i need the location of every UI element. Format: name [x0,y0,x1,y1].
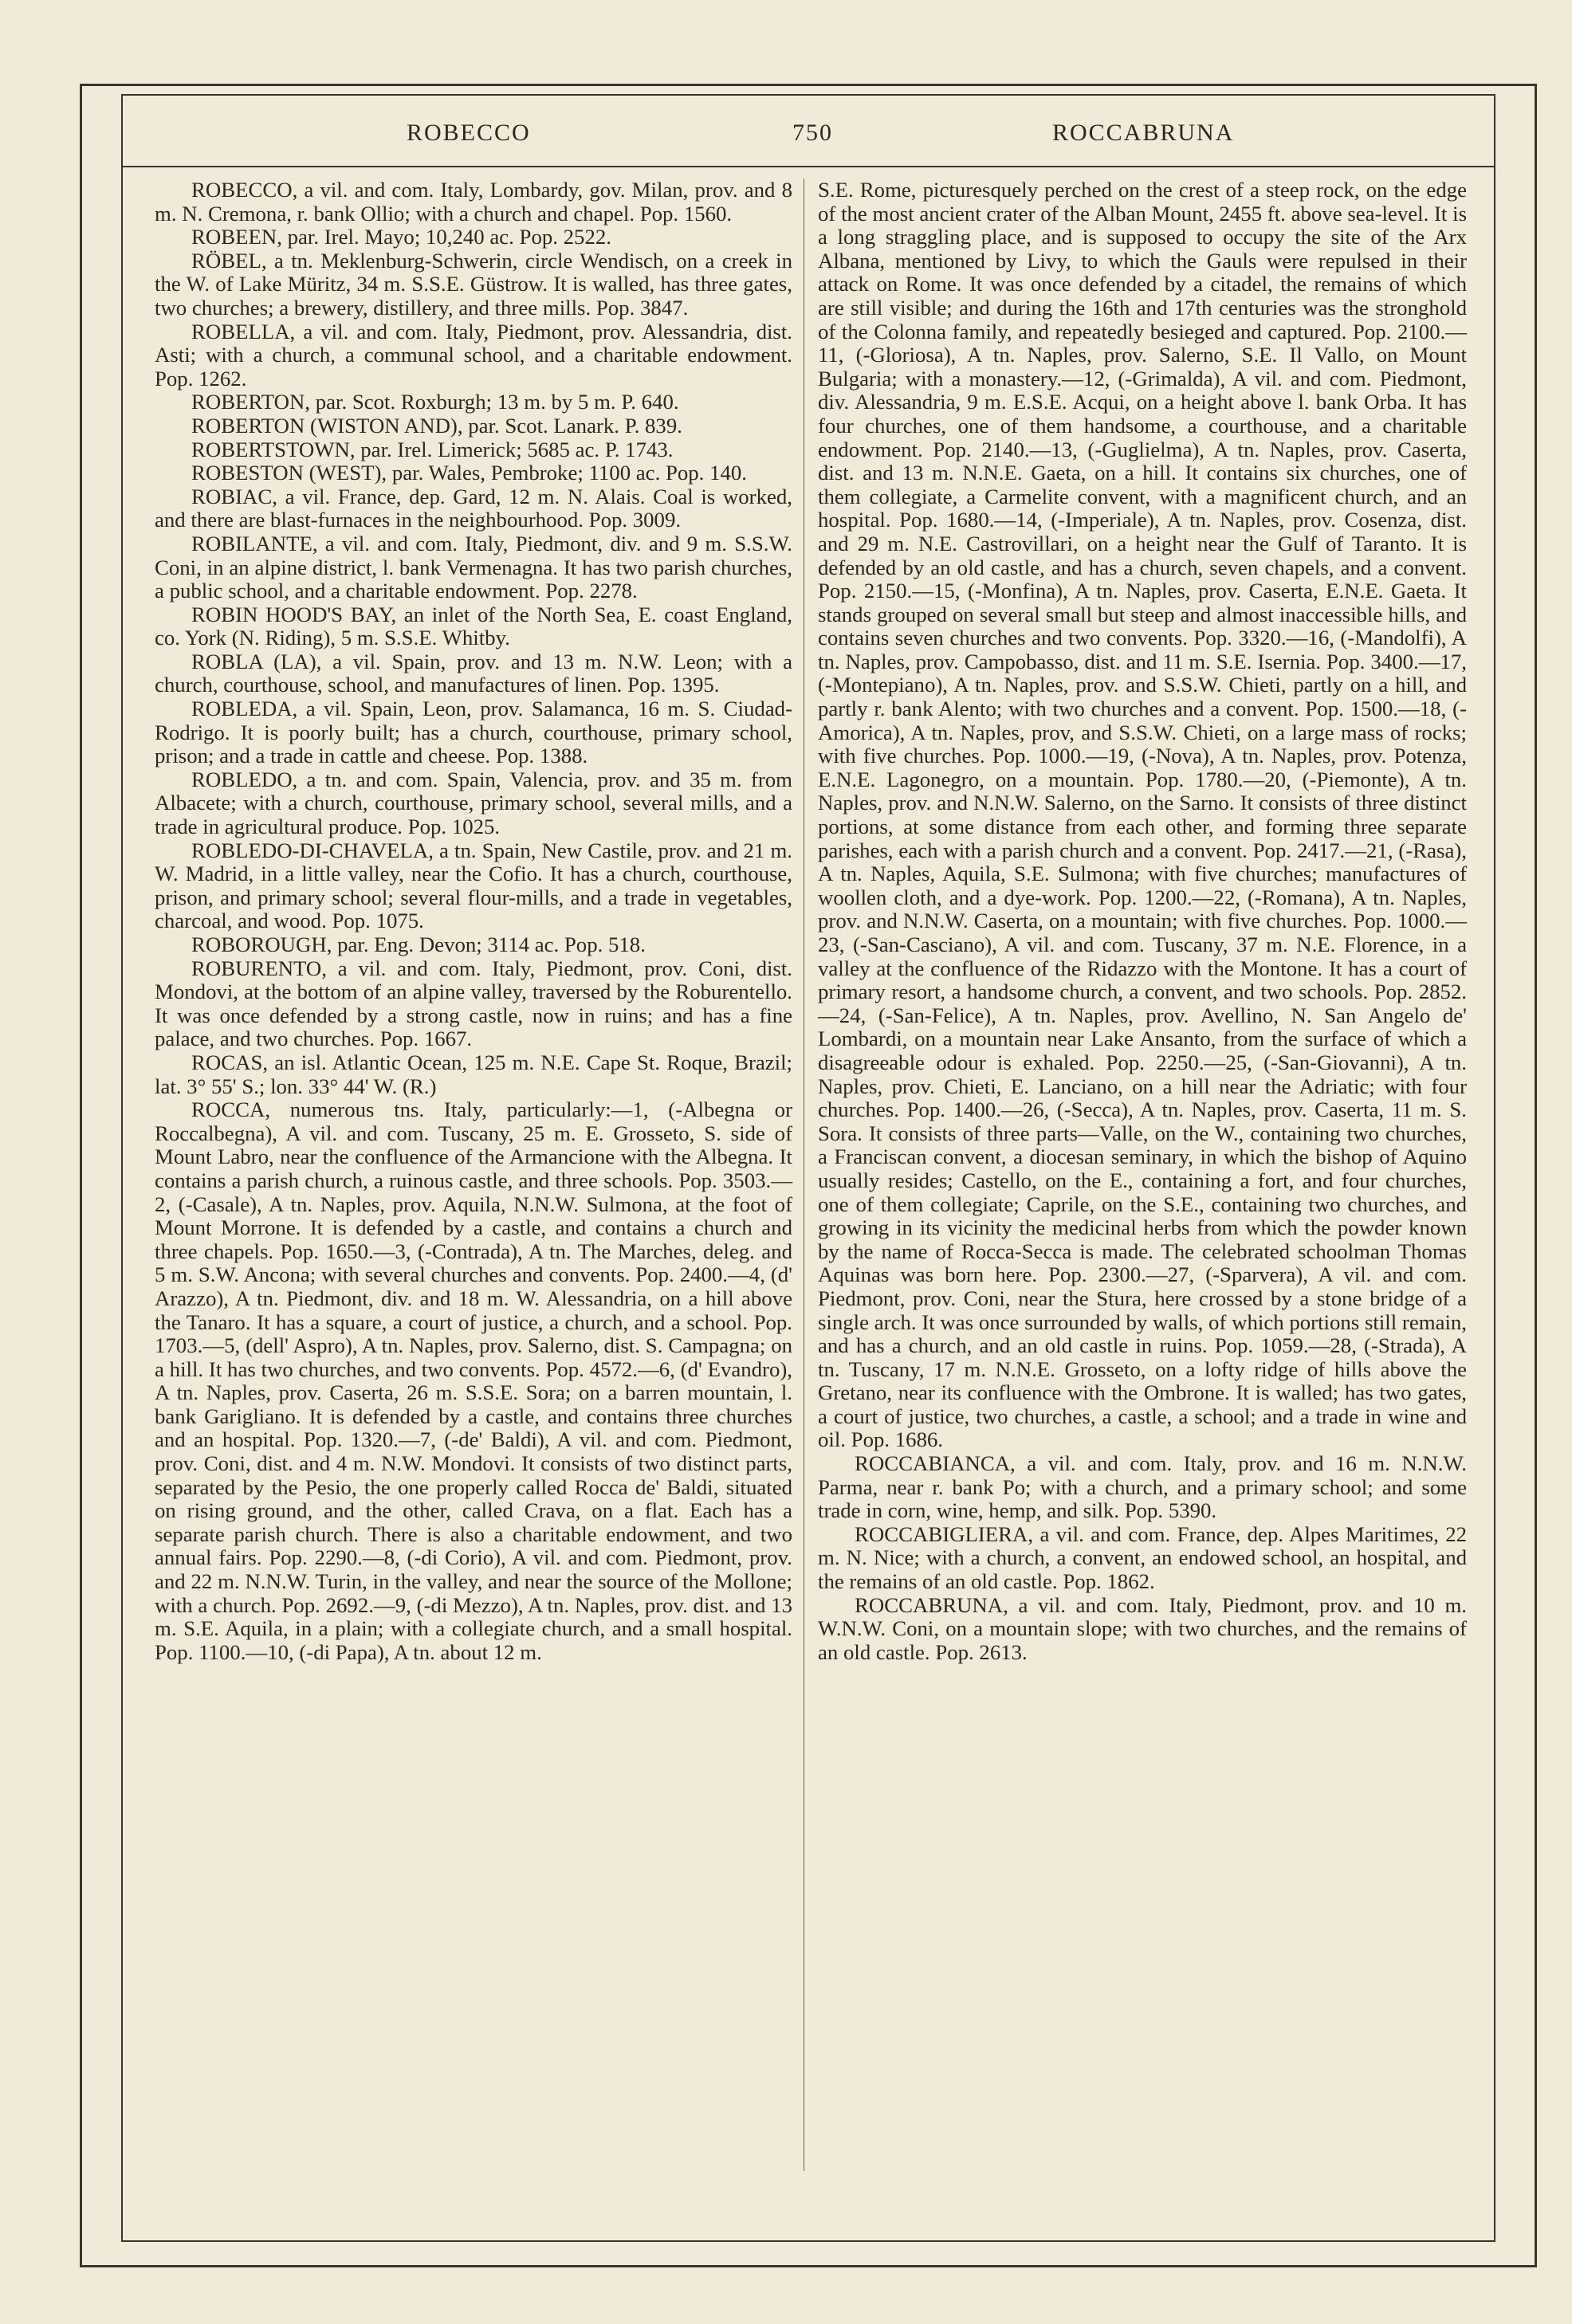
entry-roberton-wiston: ROBERTON (WISTON AND), par. Scot. Lanark. P. 839. [191,413,682,438]
entry-robertstown: ROBERTSTOWN, par. Irel. Limerick; 5685 ac. P. 1743. [191,437,674,461]
entry-rocca: ROCCA, numerous tns. Italy, particularly:—1, (-Albegna or Roccalbegna), A vil. and com. Tuscany, 25 m. E. Grosseto, S. side of Mount Labro, near the confluence of the Armancione with the Albegna. It contains a parish church, a ruinous castle, and three schools. Pop. 3503.—2, (-Casale), A tn. Naples, prov. Aquila, N.N.W. Sulmona, at the foot of Mount Morrone. It is defended by a castle, and contains a church and three chapels. Pop. 1650.—3, (-Contrada), A tn. The Marches, deleg. and 5 m. S.W. Ancona; with several churches and convents. Pop. 2400.—4, (d' Arazzo), A tn. Piedmont, div. and 18 m. W. Alessandria, on a hill above the Tanaro. It has a square, a court of justice, a church, and a school. Pop. 1703.—5, (dell' Aspro), A tn. Naples, prov. Salerno, dist. S. Campagna; on a hill. It has two churches, and two convents. Pop. 4572.—6, (d' Evandro), A tn. Naples, prov. Caserta, 26 m. S.S.E. Sora; on a barren mountain, l. bank Garigliano. It is defended by a castle, and contains three churches and an hospital. Pop. 1320.—7, (-de' Baldi), A vil. and com. Piedmont, prov. Coni, dist. and 4 m. N.W. Mondovi. It consists of two distinct parts, separated by the Pesio, the one properly called Rocca de' Baldi, situated on rising ground, and the other, called Crava, on a flat. Each has a separate parish church. There is also a charitable endowment, and two annual fairs. Pop. 2290.—8, (-di Corio), A vil. and com. Piedmont, prov. and 22 m. N.N.W. Turin, in the valley, and near the source of the Mollone; with a church. Pop. 2692.—9, (-di Mezzo), A tn. Naples, prov. dist. and 13 m. S.E. Aquila, in a plain; with a collegiate church, and a small hospital. Pop. 1100.—10, (-di Papa), A tn. about 12 m. [155,1097,792,1664]
entry-robilante: ROBILANTE, a vil. and com. Italy, Piedmont, div. and 9 m. S.S.W. Coni, in an alpine district, l. bank Vermenagna. It has two parish churches, a public school, and a charitable endowment. Pop. 2278. [155,531,792,603]
header-right: ROCCABRUNA [1052,120,1235,146]
entry-robiac: ROBIAC, a vil. France, dep. Gard, 12 m. N. Alais. Coal is worked, and there are blast-furnaces in the neighbourhood. Pop. 3009. [155,484,792,532]
left-column [155,179,792,1664]
entry-robleda: ROBLEDA, a vil. Spain, Leon, prov. Salamanca, 16 m. S. Ciudad-Rodrigo. It is poorly built; has a church, courthouse, primary school, prison; and a trade in cattle and cheese. Pop. 1388. [155,697,792,768]
entry-rocas: ROCAS, an isl. Atlantic Ocean, 125 m. N.E. Cape St. Roque, Brazil; lat. 3° 55' S.; lon. 33° 44' W. (R.) [155,1050,792,1098]
entry-rocca-continued: S.E. Rome, picturesquely perched on the crest of a steep rock, on the edge of the most ancient crater of the Alban Mount, 2455 ft. above sea-level. It is a long straggling place, and is supposed to occupy the site of the Arx Albana, mentioned by Livy, to which the Gauls were repulsed in their attack on Rome. It was once defended by a citadel, the remains of which are still visible; and during the 16th and 17th centuries was the stronghold of the Colonna family, and repeatedly besieged and captured. Pop. 2100.—11, (-Gloriosa), A tn. Naples, prov. Salerno, S.E. Il Vallo, on Mount Bulgaria; with a monastery.—12, (-Grimalda), A vil. and com. Piedmont, div. Alessandria, 9 m. E.S.E. Acqui, on a height above l. bank Orba. It has four churches, one of them handsome, a courthouse, and a charitable endowment. Pop. 2140.—13, (-Guglielma), A tn. Naples, prov. Caserta, dist. and 13 m. N.N.E. Gaeta, on a hill. It contains six churches, one of them collegiate, a Carmelite convent, with a magnificent church, and an hospital. Pop. 1680.—14, (-Imperiale), A tn. Naples, prov. Cosenza, dist. and 29 m. N.E. Castrovillari, on a height near the Gulf of Taranto. It is defended by an old castle, and has a church, seven chapels, and a convent. Pop. 2150.—15, (-Monfina), A tn. Naples, prov. Caserta, E.N.E. Gaeta. It stands grouped on several small but steep and almost inaccessible hills, and contains seven churches and two convents. Pop. 3320.—16, (-Mandolfi), A tn. Naples, prov. Campobasso, dist. and 11 m. S.E. Isernia. Pop. 3400.—17, (-Montepiano), A tn. Naples, prov. and S.S.W. Chieti, partly on a hill, and partly r. bank Alento; with two churches and a convent. Pop. 1500.—18, (-Amorica), A tn. Naples, prov, and S.S.W. Chieti, on a large mass of rocks; with five churches. Pop. 1000.—19, (-Nova), A tn. Naples, prov. Potenza, E.N.E. Lagonegro, on a mountain. Pop. 1780.—20, (-Piemonte), A tn. Naples, prov. and N.N.W. Salerno, on the Sarno. It consists of three distinct portions, at some distance from each other, and forming three separate parishes, each with a parish church and a convent. Pop. 2417.—21, (-Rasa), A tn. Naples, Aquila, S.E. Sulmona; with five churches; manufactures of woollen cloth, and a dye-work. Pop. 1200.—22, (-Romana), A tn. Naples, prov. and N.N.W. Caserta, on a mountain; with five churches. Pop. 1000.—23, (-San-Casciano), A vil. and com. Tuscany, 37 m. N.E. Florence, in a valley at the confluence of the Ridazzo with the Montone. It has a court of primary resort, a handsome church, a convent, and two schools. Pop. 2852.—24, (-San-Felice), A tn. Naples, prov. Avellino, N. San Angelo de' Lombardi, on a mountain near Lake Ansanto, from the surface of which a disagreeable odour is exhaled. Pop. 2250.—25, (-San-Giovanni), A tn. Naples, prov. Chieti, E. Lanciano, on a hill near the Adriatic; with four churches. Pop. 1400.—26, (-Secca), A tn. Naples, prov. Caserta, 11 m. S. Sora. It consists of three parts—Valle, on the W., containing two churches, a Franciscan convent, a diocesan seminary, in which the bishop of Aquino usually resides; Castello, on the E., containing a fort, and four churches, one of them collegiate; Caprile, on the S.E., containing two churches, and growing in its vicinity the medicinal herbs from which the powder known by the name of Rocca-Secca is made. The celebrated schoolman Thomas Aquinas was born here. Pop. 2300.—27, (-Sparvera), A vil. and com. Piedmont, prov. Coni, near the Stura, here crossed by a stone bridge of a single arch. It was once surrounded by walls, of which portions still remain, and has a church, and an old castle in ruins. Pop. 1059.—28, (-Strada), A tn. Tuscany, 17 m. N.N.E. Grosseto, on a lofty ridge of hills above the Gretano, near its confluence with the Ombrone. It is walled; has two gates, a court of justice, two churches, a castle, a school; and a trade in wine and oil. Pop. 1686. [818,178,1467,1452]
entry-robella: ROBELLA, a vil. and com. Italy, Piedmont, prov. Alessandria, dist. Asti; with a church, a communal school, and a charitable endowment. Pop. 1262. [155,319,792,391]
entry-robecco: ROBECCO, a vil. and com. Italy, Lombardy, gov. Milan, prov. and 8 m. N. Cremona, r. bank Ollio; with a church and chapel. Pop. 1560. [155,178,792,226]
entry-roberton: ROBERTON, par. Scot. Roxburgh; 13 m. by 5 m. P. 640. [191,390,679,414]
entry-robledo: ROBLEDO, a tn. and com. Spain, Valencia, prov. and 35 m. from Albacete; with a church, courthouse, primary school, several mills, and a trade in agricultural produce. Pop. 1025. [155,767,792,839]
entry-robel: RÖBEL, a tn. Meklenburg-Schwerin, circle Wendisch, on a creek in the W. of Lake Müritz, 34 m. S.S.E. Güstrow. It is walled, has three gates, two churches; a brewery, distillery, and three mills. Pop. 3847. [155,248,792,320]
entry-robla: ROBLA (LA), a vil. Spain, prov. and 13 m. N.W. Leon; with a church, courthouse, school, and manufactures of linen. Pop. 1395. [155,649,792,697]
right-column [818,179,1467,1664]
entry-robledo-di-chavela: ROBLEDO-DI-CHAVELA, a tn. Spain, New Castile, prov. and 21 m. W. Madrid, in a little valley, near the Cofio. It has a church, courthouse, prison, and primary school; several flour-mills, and a trade in vegetables, charcoal, and wood. Pop. 1075. [155,838,792,933]
page-number: 750 [792,120,833,146]
entry-roborough: ROBOROUGH, par. Eng. Devon; 3114 ac. Pop. 518. [191,932,646,956]
header-rule [121,166,1495,167]
entry-robin-hoods-bay: ROBIN HOOD'S BAY, an inlet of the North Sea, E. coast England, co. York (N. Riding), 5 m. S.S.E. Whitby. [155,602,792,650]
entry-roccabigliera: ROCCABIGLIERA, a vil. and com. France, dep. Alpes Maritimes, 22 m. N. Nice; with a church, a convent, an endowed school, an hospital, and the remains of an old castle. Pop. 1862. [818,1521,1467,1594]
entry-roburento: ROBURENTO, a vil. and com. Italy, Piedmont, prov. Coni, dist. Mondovi, at the bottom of an alpine valley, traversed by the Roburentello. It was once defended by a strong castle, now in ruins; and has a fine palace, and two churches. Pop. 1667. [155,956,792,1051]
entry-robeston: ROBESTON (WEST), par. Wales, Pembroke; 1100 ac. Pop. 140. [191,461,747,485]
entry-roccabruna: ROCCABRUNA, a vil. and com. Italy, Piedmont, prov. and 10 m. W.N.W. Coni, on a mountain slope; with two churches, and the remains of an old castle. Pop. 2613. [818,1592,1467,1664]
header-left: ROBECCO [407,120,531,146]
entry-robeen: ROBEEN, par. Irel. Mayo; 10,240 ac. Pop. 2522. [191,225,611,249]
entry-roccabianca: ROCCABIANCA, a vil. and com. Italy, prov. and 16 m. N.N.W. Parma, near r. bank Po; with a church, and a primary school; and some trade in corn, wine, hemp, and silk. Pop. 5390. [818,1451,1467,1523]
